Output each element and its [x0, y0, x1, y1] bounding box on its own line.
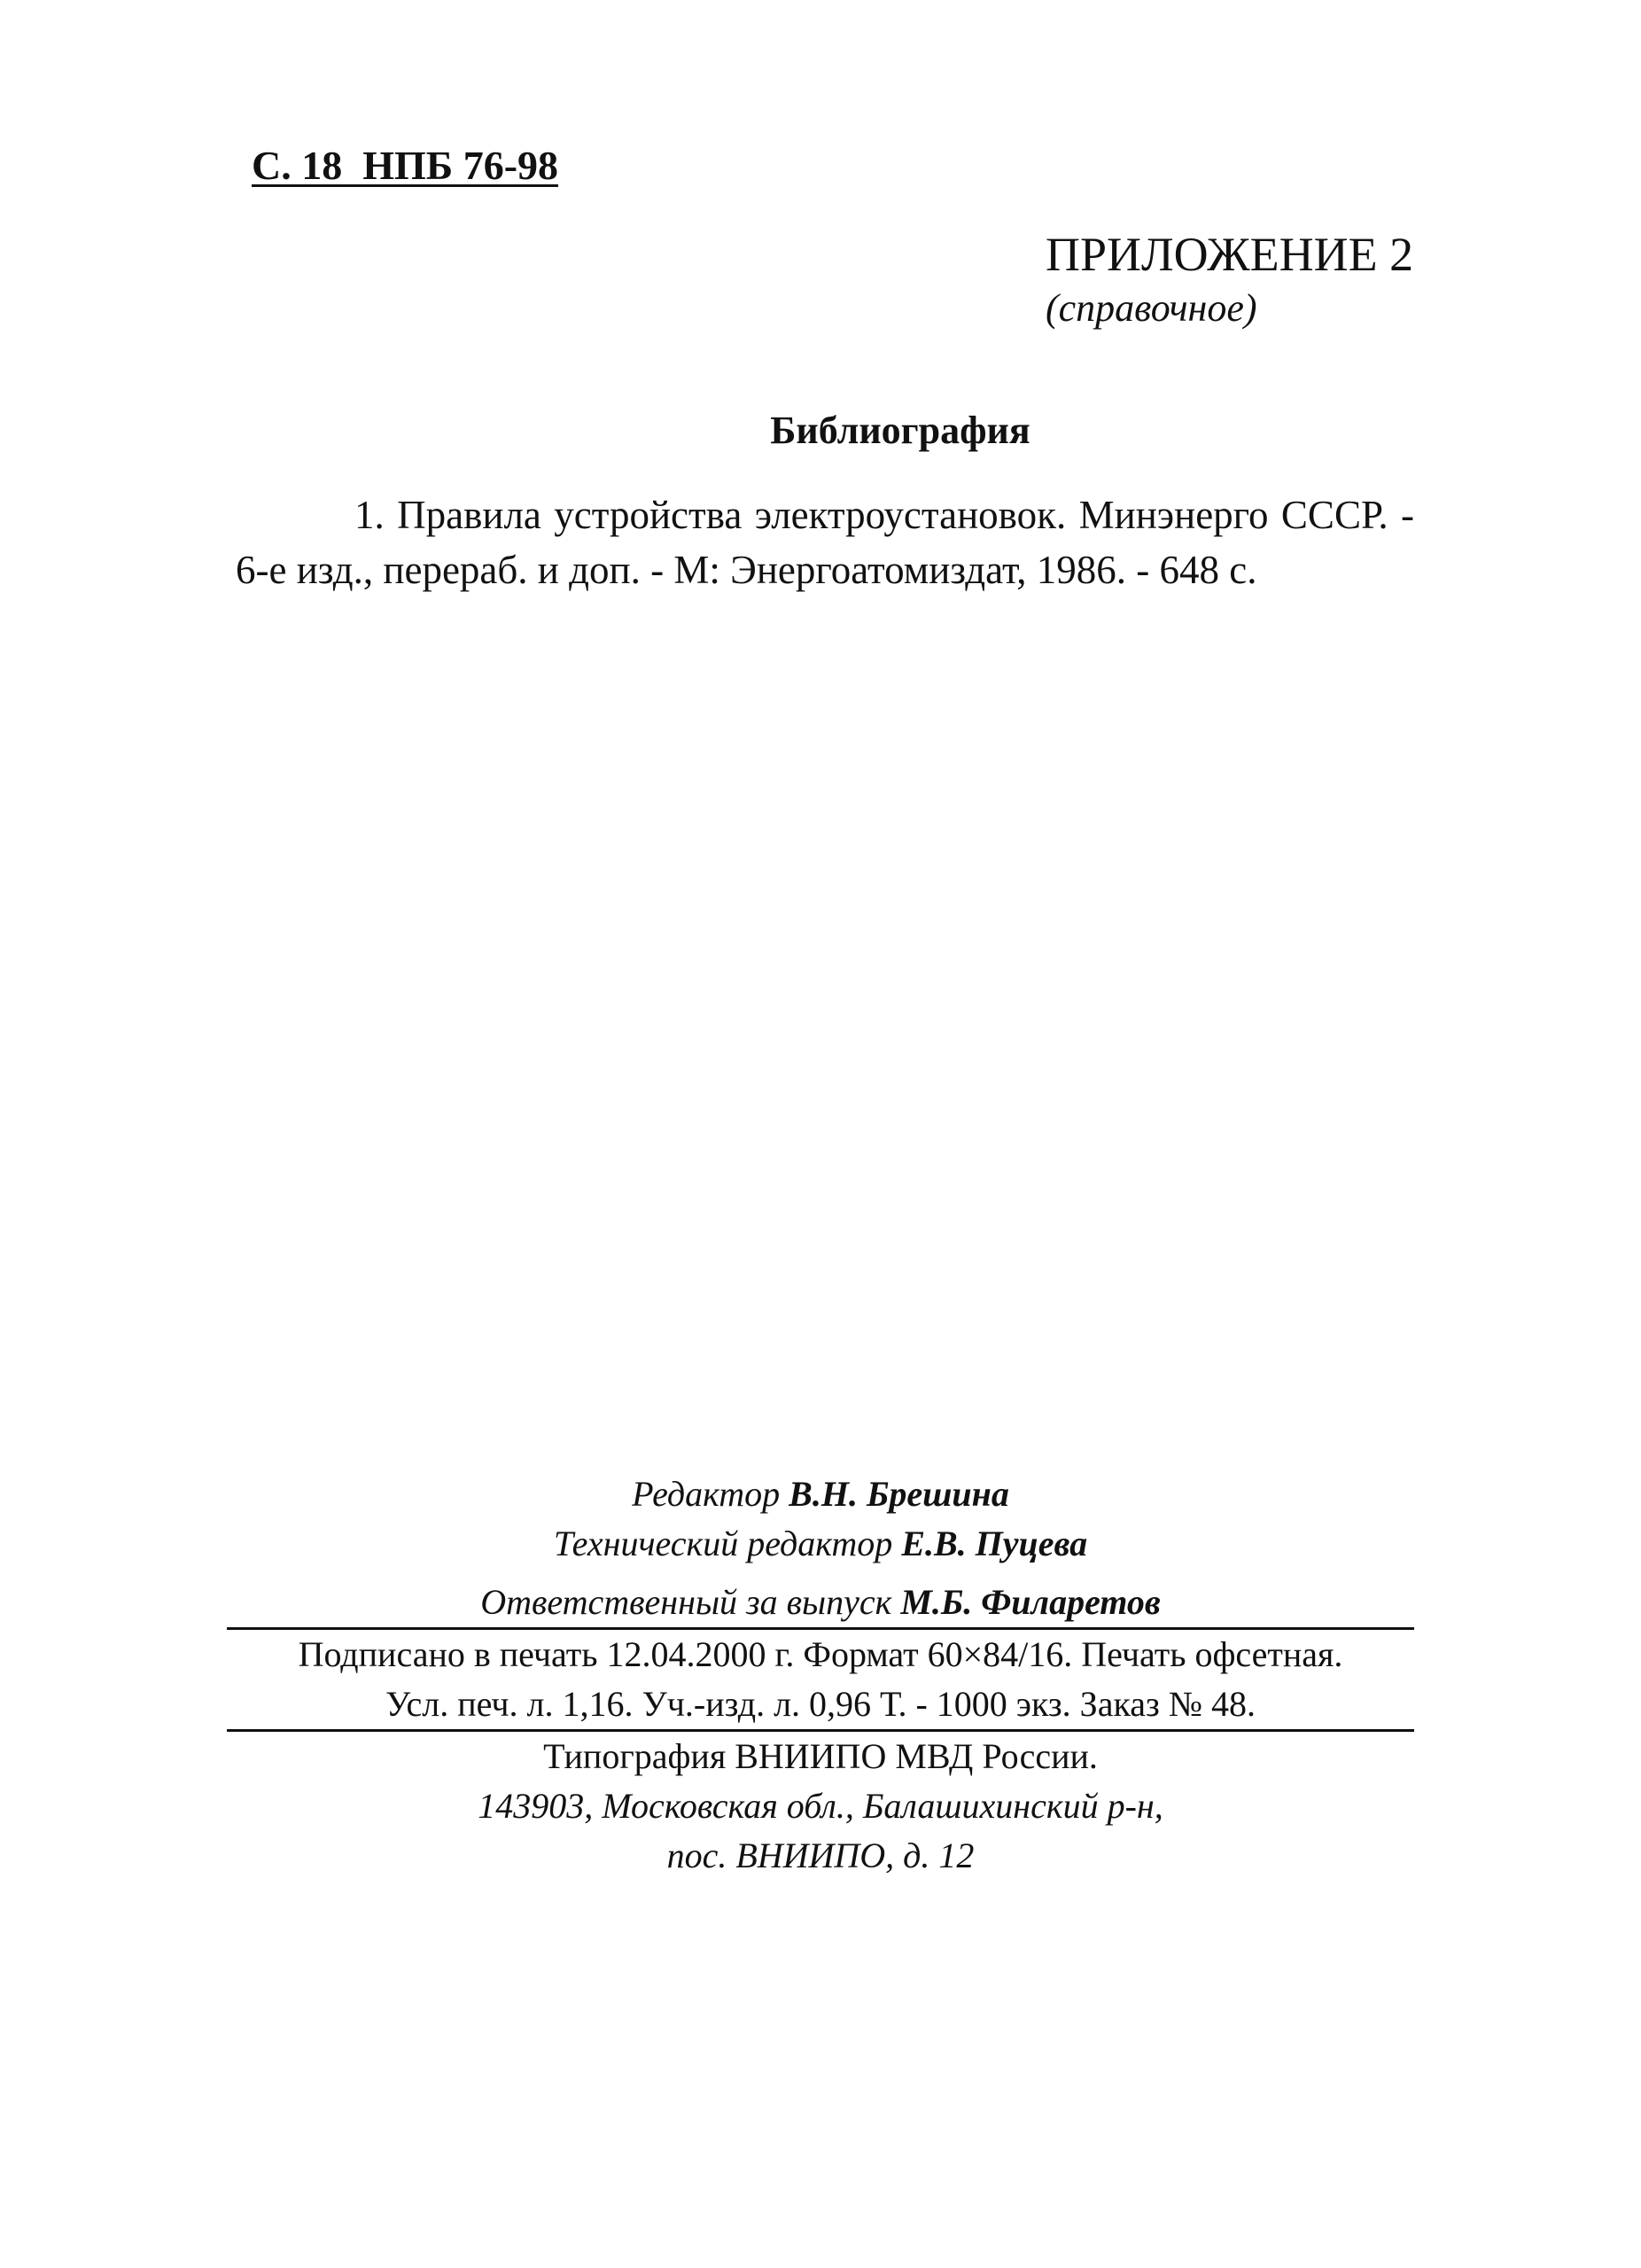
address-line-1: 143903, Московская обл., Балашихинский р-н, [478, 1786, 1163, 1826]
bibliography-item: 1. Правила устройства электроустановок. Минэнерго СССР. - 6-е изд., перераб. и доп. - М: Энергоатомиздат, 1986. - 648 с. [236, 493, 1414, 592]
imprint-block [227, 1469, 1414, 1881]
editor-line [227, 1469, 1414, 1519]
responsible-name: М.Б. Филаретов [900, 1582, 1161, 1622]
responsible-line [227, 1578, 1414, 1627]
tech-editor-label: Технический редактор [553, 1524, 893, 1563]
page-header: С. 18 НПБ 76-98 [252, 143, 559, 188]
appendix-title: ПРИЛОЖЕНИЕ 2 [1046, 228, 1414, 281]
print-details-line: Усл. печ. л. 1,16. Уч.-изд. л. 0,96 Т. - 1000 экз. Заказ № 48. [385, 1684, 1256, 1724]
appendix-subtitle: (справочное) [1046, 286, 1257, 330]
tech-editor-name: Е.В. Пуцева [901, 1524, 1088, 1563]
printer-line: Типография ВНИИПО МВД России. [543, 1736, 1098, 1776]
responsible-label: Ответственный за выпуск [480, 1582, 892, 1622]
bibliography-heading: Библиография [770, 409, 1030, 452]
address-line-2: пос. ВНИИПО, д. 12 [666, 1835, 975, 1875]
signed-line: Подписано в печать 12.04.2000 г. Формат 60×84/16. Печать офсетная. [298, 1634, 1343, 1674]
tech-editor-line [227, 1519, 1414, 1569]
editor-label: Редактор [632, 1474, 781, 1514]
editor-name: В.Н. Брешина [789, 1474, 1009, 1514]
